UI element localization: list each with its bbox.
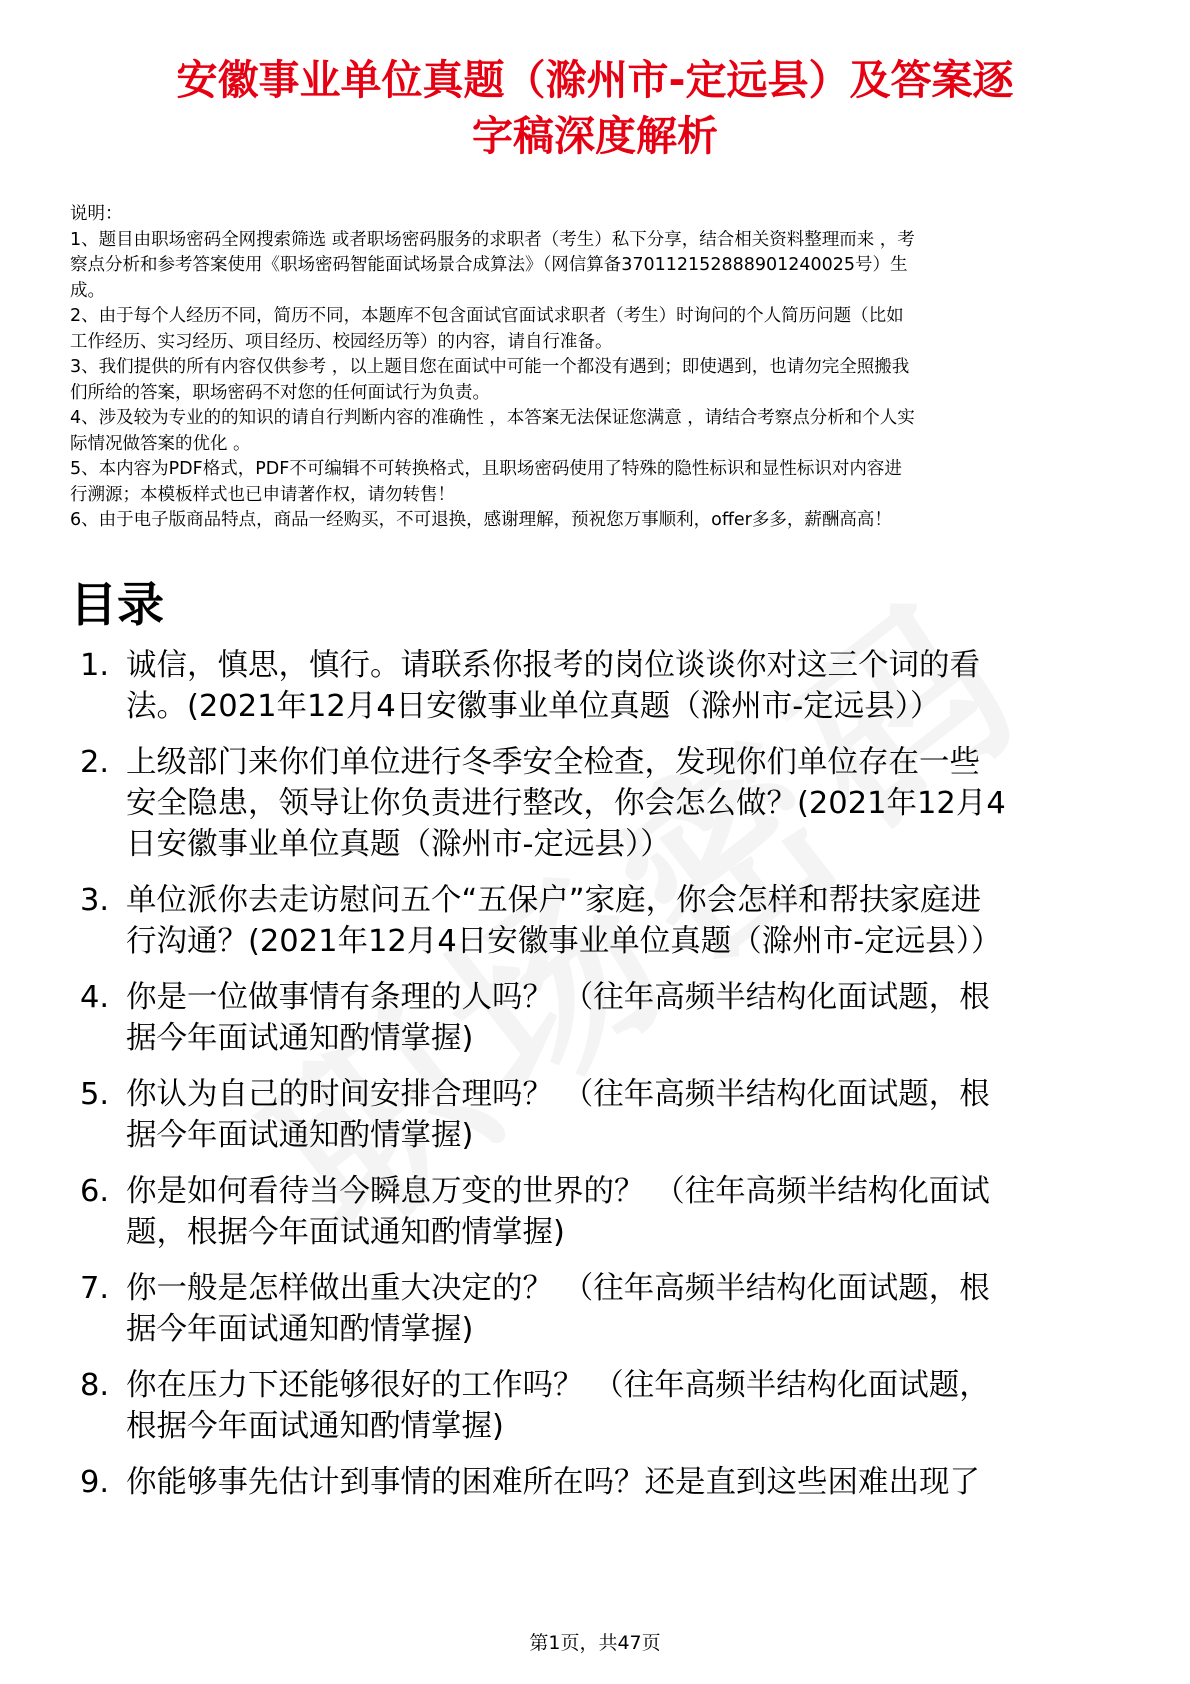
toc-item-line: 诚信，慎思，慎行。请联系你报考的岗位谈谈你对这三个词的看 — [126, 648, 980, 683]
notes-section — [70, 202, 1135, 534]
title-line-2: 字稿深度解析 — [472, 112, 718, 160]
toc-item-text — [126, 977, 1135, 1059]
toc-item-line: 据今年面试通知酌情掌握) — [126, 1021, 474, 1056]
page-footer: 第1页，共47页 — [529, 1632, 661, 1654]
toc-item[interactable] — [70, 1074, 1135, 1156]
toc-item-number: 8. — [80, 1368, 110, 1403]
toc-item-line: 行沟通？(2021年12月4日安徽事业单位真题（滁州市-定远县）） — [126, 924, 1002, 959]
toc-item-line: 你一般是怎样做出重大决定的？ （往年高频半结构化面试题，根 — [126, 1271, 990, 1306]
notes-line: 际情况做答案的优化 。 — [70, 433, 251, 454]
toc-item-line: 安全隐患，领导让你负责进行整改，你会怎么做？(2021年12月4 — [126, 786, 1006, 821]
toc-item[interactable] — [70, 742, 1135, 865]
toc-item-number: 1. — [80, 648, 110, 683]
toc-item-text — [126, 1268, 1135, 1350]
notes-line: 4、涉及较为专业的的知识的请自行判断内容的准确性 ，本答案无法保证您满意 ，请结合考察点分析和个人实 — [70, 408, 915, 428]
toc-item[interactable] — [70, 1462, 1135, 1503]
toc-item-line: 法。(2021年12月4日安徽事业单位真题（滁州市-定远县）） — [126, 689, 941, 724]
toc-item-number: 9. — [80, 1465, 110, 1500]
toc-item-line: 你是一位做事情有条理的人吗？ （往年高频半结构化面试题，根 — [126, 980, 990, 1015]
toc-item[interactable] — [70, 645, 1135, 727]
toc-item-line: 据今年面试通知酌情掌握) — [126, 1118, 474, 1153]
toc-item[interactable] — [70, 1365, 1135, 1447]
toc-item[interactable] — [70, 1171, 1135, 1253]
toc-item-line: 据今年面试通知酌情掌握) — [126, 1312, 474, 1347]
notes-line: 察点分析和参考答案使用《职场密码智能面试场景合成算法》（网信算备370112152888901240025号）生 — [70, 255, 908, 275]
toc-item[interactable] — [70, 880, 1135, 962]
toc-item-line: 日安徽事业单位真题（滁州市-定远县）） — [126, 827, 671, 862]
toc-item-text — [126, 645, 1135, 727]
toc-item-text — [126, 1074, 1135, 1156]
toc-heading: 目录 — [70, 578, 164, 633]
title-line-1: 安徽事业单位真题（滁州市-定远县）及答案逐 — [176, 56, 1014, 104]
toc-item-line: 你是如何看待当今瞬息万变的世界的？ （往年高频半结构化面试 — [126, 1174, 990, 1209]
toc-item-line: 你认为自己的时间安排合理吗？ （往年高频半结构化面试题，根 — [126, 1077, 990, 1112]
toc-item-number: 4. — [80, 980, 110, 1015]
toc-item[interactable] — [70, 977, 1135, 1059]
notes-line: 们所给的答案，职场密码不对您的任何面试行为负责。 — [70, 382, 490, 403]
toc-item-number: 3. — [80, 883, 110, 918]
toc-item-number: 6. — [80, 1174, 110, 1209]
toc-item-text — [126, 880, 1135, 962]
toc-item-line: 上级部门来你们单位进行冬季安全检查，发现你们单位存在一些 — [126, 745, 980, 780]
notes-line: 2、由于每个人经历不同，简历不同，本题库不包含面试官面试求职者（考生）时询问的个人简历问题（比如 — [70, 306, 904, 326]
toc-item-text — [126, 742, 1135, 865]
toc-item-number: 5. — [80, 1077, 110, 1112]
toc-item-line: 根据今年面试通知酌情掌握) — [126, 1409, 504, 1444]
toc-item-number: 7. — [80, 1271, 110, 1306]
notes-line: 说明： — [70, 204, 123, 224]
toc-item-number: 2. — [80, 745, 110, 780]
notes-line: 5、本内容为PDF格式，PDF不可编辑不可转换格式，且职场密码使用了特殊的隐性标识和显性标识对内容进 — [70, 459, 902, 479]
toc-item[interactable] — [70, 1268, 1135, 1350]
notes-line: 3、我们提供的所有内容仅供参考 ，以上题目您在面试中可能一个都没有遇到；即使遇到，也请勿完全照搬我 — [70, 357, 910, 377]
toc-item-text — [126, 1462, 1135, 1503]
document-title — [60, 52, 1130, 164]
table-of-contents — [70, 645, 1135, 1518]
notes-line: 行溯源；本模板样式也已申请著作权，请勿转售！ — [70, 484, 455, 505]
toc-item-text — [126, 1171, 1135, 1253]
toc-item-text — [126, 1365, 1135, 1447]
notes-line: 1、题目由职场密码全网搜索筛选 或者职场密码服务的求职者（考生）私下分享，结合相关资料整理而来 ，考 — [70, 229, 915, 250]
toc-item-line: 单位派你去走访慰问五个“五保户”家庭，你会怎样和帮扶家庭进 — [126, 883, 982, 918]
toc-item-line: 你在压力下还能够很好的工作吗？ （往年高频半结构化面试题， — [126, 1368, 990, 1403]
notes-line: 成。 — [70, 280, 105, 301]
toc-item-line: 题，根据今年面试通知酌情掌握) — [126, 1215, 565, 1250]
notes-line: 工作经历、实习经历、项目经历、校园经历等）的内容，请自行准备。 — [70, 331, 613, 352]
notes-line: 6、由于电子版商品特点，商品一经购买，不可退换，感谢理解，预祝您万事顺利，offer多多，薪酬高高！ — [70, 510, 892, 530]
toc-item-line: 你能够事先估计到事情的困难所在吗？还是直到这些困难出现了 — [126, 1465, 980, 1500]
